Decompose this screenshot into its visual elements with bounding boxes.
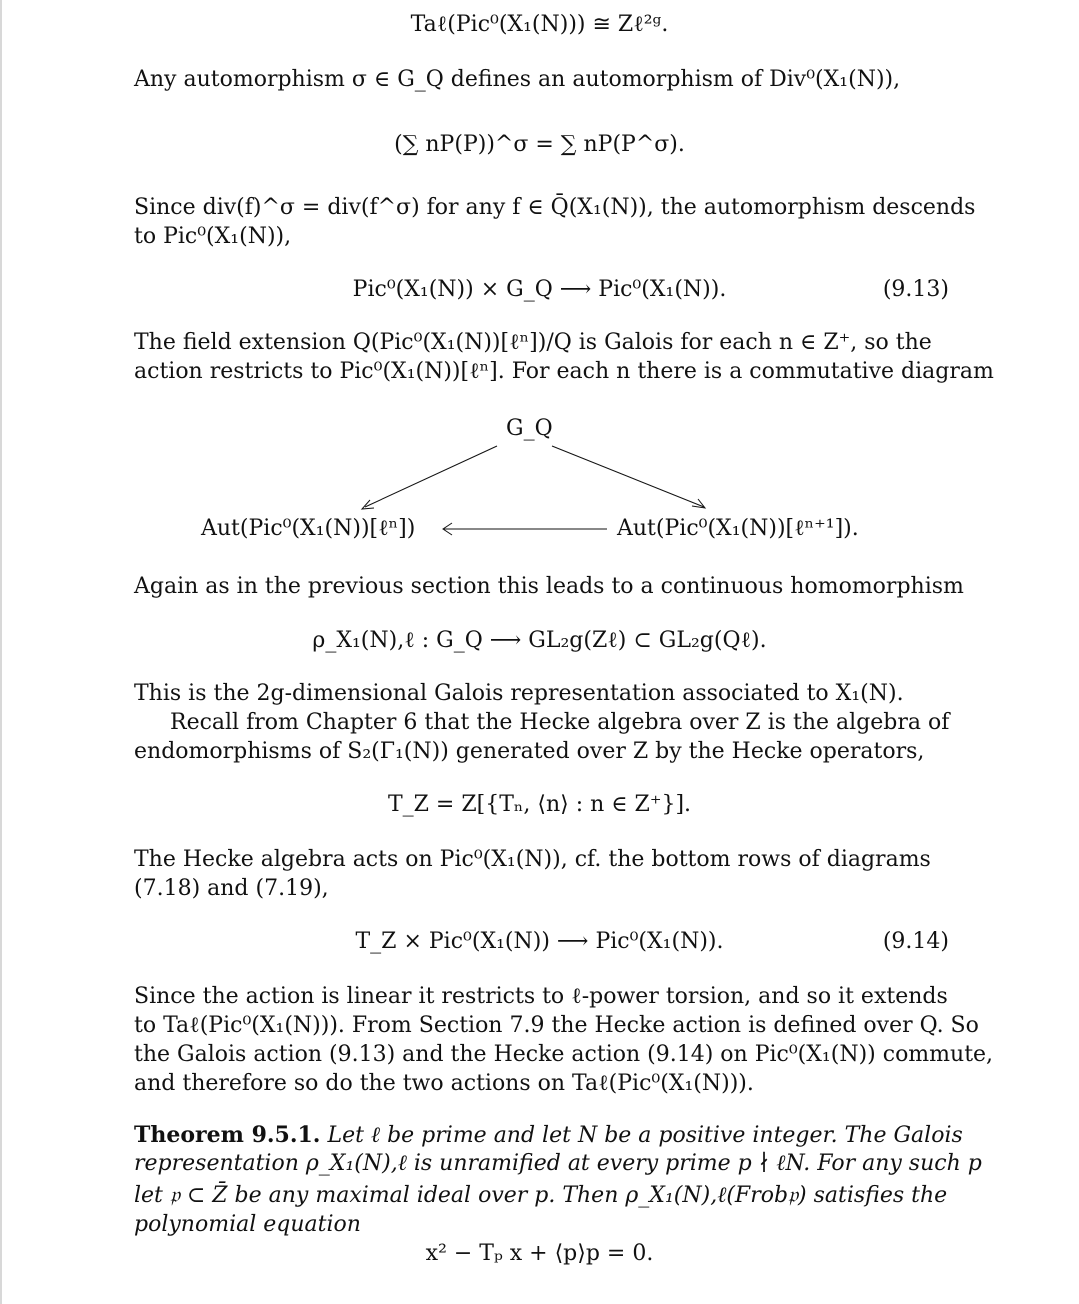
diagram-right-node: Aut(Pic⁰(X₁(N))[ℓⁿ⁺¹]). bbox=[617, 516, 859, 541]
tate-module-iso: Taℓ(Pic⁰(X₁(N))) ≅ Zℓ²ᵍ. bbox=[410, 12, 669, 37]
theorem-line-1 bbox=[134, 1121, 963, 1150]
again-line: Again as in the previous section this leads to a continuous homomorphism bbox=[134, 574, 964, 599]
recall-line-2: endomorphisms of S₂(Γ₁(N)) generated over Z by the Hecke operators, bbox=[134, 739, 925, 764]
diagram-left-node: Aut(Pic⁰(X₁(N))[ℓⁿ]) bbox=[201, 516, 416, 541]
recall-line-1: Recall from Chapter 6 that the Hecke algebra over Z is the algebra of bbox=[170, 710, 950, 735]
theorem-line-3: let 𝔭 ⊂ Z̄ be any maximal ideal over p. Then ρ_X₁(N),ℓ(Frob𝔭) satisfies the bbox=[134, 1183, 948, 1208]
field-extension-line-1: The field extension Q(Pic⁰(X₁(N))[ℓⁿ])/Q is Galois for each n ∈ Z⁺, so the bbox=[134, 330, 932, 355]
galois-action-equation: Pic⁰(X₁(N)) × G_Q ⟶ Pic⁰(X₁(N)). bbox=[352, 277, 727, 302]
diagram-top-node: G_Q bbox=[506, 416, 553, 441]
field-extension-line-2: action restricts to Pic⁰(X₁(N))[ℓⁿ]. For each n there is a commutative diagram bbox=[134, 359, 994, 384]
arrow-top-to-left bbox=[365, 446, 497, 507]
equation-number-9-13: (9.13) bbox=[882, 277, 949, 302]
hecke-acts-line-2: (7.18) and (7.19), bbox=[134, 876, 329, 901]
arrowhead-left bbox=[362, 500, 374, 509]
hecke-algebra-equation: T_Z = Z[{Tₙ, ⟨n⟩ : n ∈ Z⁺}]. bbox=[387, 792, 692, 817]
since-div-line-1: Since div(f)^σ = div(f^σ) for any f ∈ Q̄(X₁(N)), the automorphism descends bbox=[134, 195, 976, 220]
since-div-line-2: to Pic⁰(X₁(N)), bbox=[134, 224, 292, 249]
sum-equation: (∑ nP(P))^σ = ∑ nP(P^σ). bbox=[394, 132, 685, 157]
linear-line-1: Since the action is linear it restricts to ℓ-power torsion, and so it extends bbox=[134, 984, 948, 1009]
linear-line-4: and therefore so do the two actions on Taℓ(Pic⁰(X₁(N))). bbox=[134, 1071, 754, 1096]
theorem-line-2: representation ρ_X₁(N),ℓ is unramified at every prime p ∤ ℓN. For any such p bbox=[134, 1151, 982, 1176]
automorphism-intro: Any automorphism σ ∈ G_Q defines an automorphism of Div⁰(X₁(N)), bbox=[134, 67, 901, 92]
linear-line-3: the Galois action (9.13) and the Hecke action (9.14) on Pic⁰(X₁(N)) commute, bbox=[134, 1042, 994, 1067]
rho-equation: ρ_X₁(N),ℓ : G_Q ⟶ GL₂g(Zℓ) ⊂ GL₂g(Qℓ). bbox=[312, 628, 767, 653]
polynomial-equation: x² − Tₚ x + ⟨p⟩p = 0. bbox=[425, 1241, 654, 1266]
theorem-line-4: polynomial equation bbox=[134, 1212, 361, 1237]
this-is-line: This is the 2g-dimensional Galois representation associated to X₁(N). bbox=[134, 681, 904, 706]
linear-line-2: to Taℓ(Pic⁰(X₁(N))). From Section 7.9 the Hecke action is defined over Q. So bbox=[134, 1013, 979, 1038]
theorem-text-1: Let ℓ be prime and let N be a positive integer. The Galois bbox=[327, 1123, 963, 1148]
theorem-heading: Theorem 9.5.1. bbox=[134, 1122, 321, 1148]
hecke-acts-line-1: The Hecke algebra acts on Pic⁰(X₁(N)), cf. the bottom rows of diagrams bbox=[134, 847, 931, 872]
arrow-top-to-right bbox=[552, 446, 704, 507]
equation-number-9-14: (9.14) bbox=[882, 929, 949, 954]
diagram-arrows bbox=[0, 0, 1079, 560]
hecke-action-equation: T_Z × Pic⁰(X₁(N)) ⟶ Pic⁰(X₁(N)). bbox=[355, 929, 724, 954]
